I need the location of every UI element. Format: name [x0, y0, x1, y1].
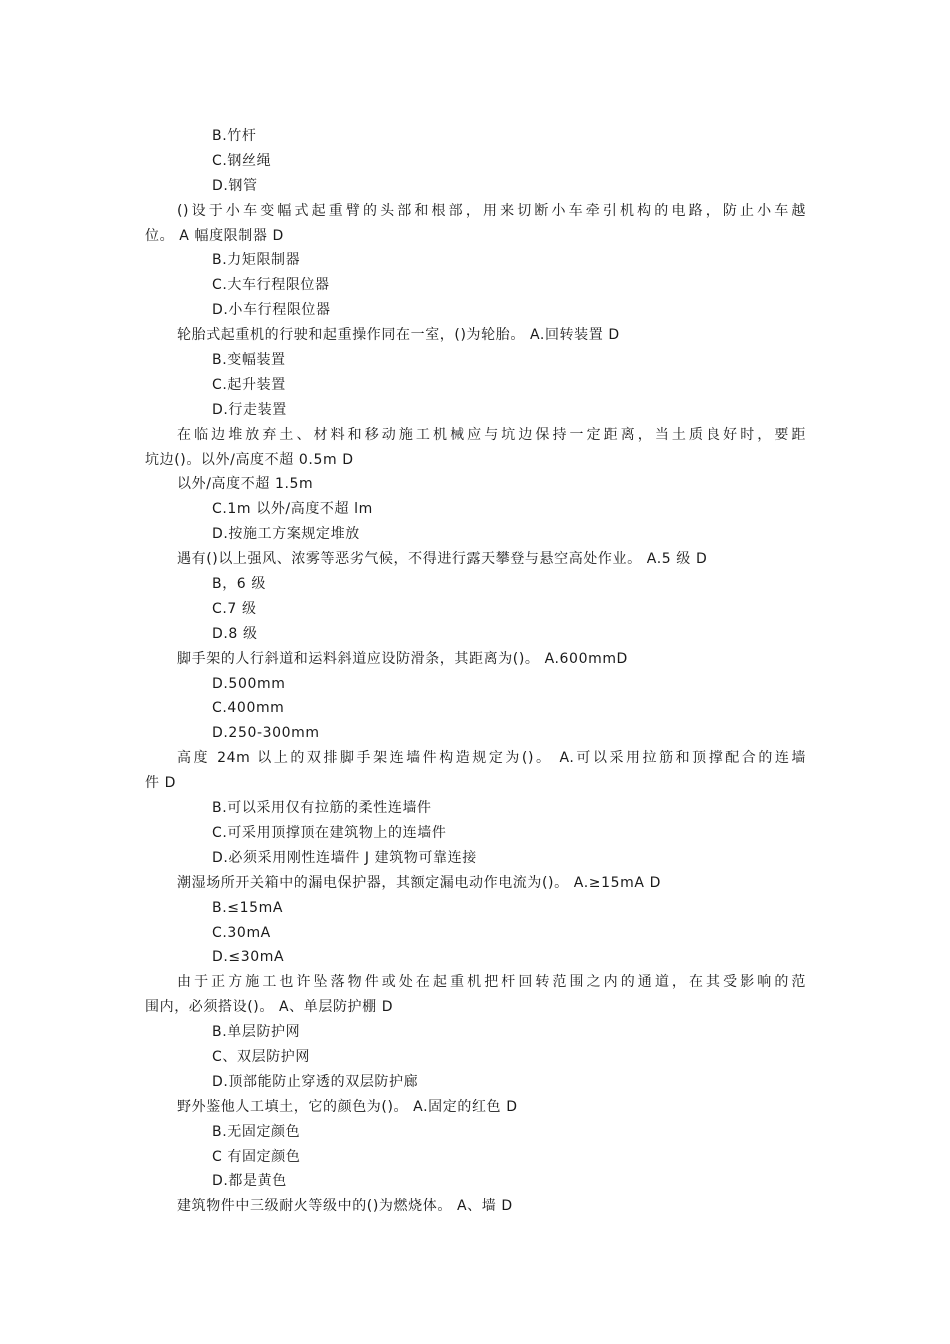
answer-option: C.30mA [212, 924, 271, 941]
answer-option: D.必须采用刚性连墙件 J 建筑物可靠连接 [212, 849, 477, 866]
question-stem: 轮胎式起重机的行驶和起重操作同在一室，()为轮胎。 A.回转装置 D [177, 327, 620, 344]
answer-option: C.起升装置 [212, 376, 286, 393]
answer-option: C.7 级 [212, 600, 257, 617]
question-stem-continuation: 件 D [145, 775, 177, 792]
question-stem: 潮湿场所开关箱中的漏电保护器，其额定漏电动作电流为()。 A.≥15mA D [177, 874, 661, 891]
answer-option: B.单层防护网 [212, 1024, 301, 1041]
answer-option: C.400mm [212, 700, 285, 717]
question-stem: 野外鉴他人工填土，它的颜色为()。 A.固定的红色 D [177, 1098, 518, 1115]
answer-option: D.行走装置 [212, 401, 287, 418]
answer-option: B.变幅装置 [212, 352, 286, 369]
answer-option: B.竹杆 [212, 128, 257, 144]
answer-option: D.小车行程限位器 [212, 302, 331, 319]
answer-option: C 有固定颜色 [212, 1148, 301, 1165]
answer-option: D.8 级 [212, 625, 258, 642]
answer-option: D.都是黄色 [212, 1173, 287, 1190]
answer-option: C、双层防护网 [212, 1048, 310, 1065]
answer-option: D.按施工方案规定堆放 [212, 526, 360, 543]
question-stem-continuation: 位。 A 幅度限制器 D [145, 227, 284, 244]
answer-option: C.钢丝绳 [212, 152, 272, 169]
answer-option: D.500mm [212, 675, 286, 692]
question-stem: 在临边堆放弃土、材料和移动施工机械应与坑边保持一定距离，当土质良好时，要距 [177, 426, 806, 443]
answer-option: D.250-300mm [212, 725, 320, 742]
question-stem-continuation: 围内，必须搭设()。 A、单层防护棚 D [145, 999, 394, 1016]
question-stem: 以外/高度不超 1.5m [177, 476, 314, 493]
answer-option: B.可以采用仅有拉筋的柔性连墙件 [212, 800, 432, 817]
question-list [0, 124, 950, 1219]
answer-option: C.1m 以外/高度不超 lm [212, 501, 373, 518]
question-stem: 高度 24m 以上的双排脚手架连墙件构造规定为()。 A.可以采用拉筋和顶撑配合的连墙 [177, 750, 806, 767]
answer-option: B.≤15mA [212, 899, 284, 916]
answer-option: B.无固定颜色 [212, 1123, 301, 1140]
question-stem: 由于正方施工也许坠落物件或处在起重机把杆回转范围之内的通道，在其受影响的范 [177, 974, 806, 991]
answer-option: C.大车行程限位器 [212, 277, 330, 294]
question-stem: 脚手架的人行斜道和运料斜道应设防滑条，其距离为()。 A.600mmD [177, 650, 628, 667]
answer-option: B.力矩限制器 [212, 252, 301, 269]
answer-option: B，6 级 [212, 576, 266, 593]
question-stem: 建筑物件中三级耐火等级中的()为燃烧体。 A、墙 D [177, 1198, 513, 1215]
answer-option: C.可采用顶撑顶在建筑物上的连墙件 [212, 824, 447, 841]
question-stem-continuation: 坑边()。以外/高度不超 0.5m D [145, 451, 354, 468]
answer-option: D.≤30mA [212, 949, 285, 966]
question-stem: ()设于小车变幅式起重臂的头部和根部，用来切断小车牵引机构的电路，防止小车越 [177, 202, 806, 219]
question-stem: 遇有()以上强风、浓雾等恶劣气候，不得进行露天攀登与悬空高处作业。 A.5 级 D [177, 551, 708, 568]
answer-option: D.顶部能防止穿透的双层防护廊 [212, 1073, 419, 1090]
answer-option: D.钢管 [212, 177, 258, 194]
